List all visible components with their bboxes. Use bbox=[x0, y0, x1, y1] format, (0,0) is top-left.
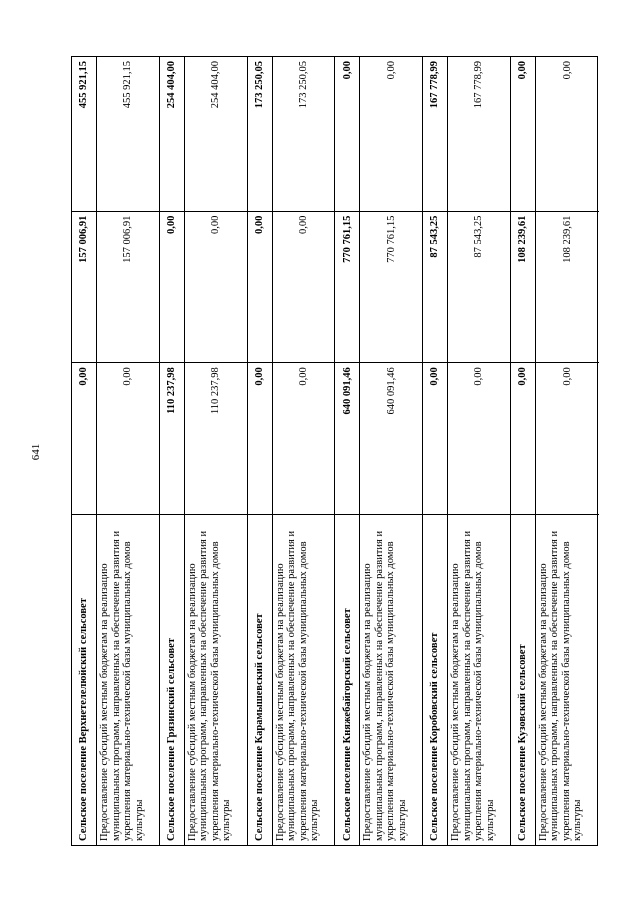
section-header-row bbox=[72, 57, 97, 845]
section-total-2: 108 239,61 bbox=[511, 211, 535, 363]
detail-value-1: 110 237,98 bbox=[185, 362, 247, 514]
detail-value-2: 0,00 bbox=[185, 211, 247, 363]
section-total-3: 0,00 bbox=[517, 61, 529, 80]
section-name: Сельское поселение Верхнетелелюйский сельсовет bbox=[72, 514, 96, 845]
detail-text: Предоставление субсидий местным бюджетам на реализацию муниципальных программ, направленных на обеспечение развития и укрепления материально-технической базы муниципальных домов культуры bbox=[536, 514, 599, 845]
section-total-1: 0,00 bbox=[511, 362, 535, 514]
section-total-3: 0,00 bbox=[341, 61, 353, 80]
section-header-row bbox=[248, 57, 273, 845]
section-total-1: 0,00 bbox=[248, 362, 272, 514]
detail-text: Предоставление субсидий местным бюджетам на реализацию муниципальных программ, направленных на обеспечение развития и укрепления материально-технической базы муниципальных домов культуры bbox=[185, 514, 247, 845]
detail-value-2: 770 761,15 bbox=[360, 211, 422, 363]
detail-value-3: 173 250,05 bbox=[297, 61, 309, 109]
section-total-1: 110 237,98 bbox=[160, 362, 184, 514]
detail-value-1: 0,00 bbox=[536, 362, 599, 514]
section-header-row bbox=[335, 57, 360, 845]
detail-text: Предоставление субсидий местным бюджетам на реализацию муниципальных программ, направленных на обеспечение развития и укрепления материально-технической базы муниципальных домов культуры bbox=[448, 514, 510, 845]
detail-row bbox=[97, 57, 160, 845]
section-total-3: 173 250,05 bbox=[253, 61, 265, 109]
detail-value-3: 254 404,00 bbox=[209, 61, 221, 109]
section-total-3: 455 921,15 bbox=[78, 61, 90, 109]
page-number: 641 bbox=[30, 443, 42, 461]
section-name: Сельское поселение Грязинский сельсовет bbox=[160, 514, 184, 845]
section-total-2: 0,00 bbox=[160, 211, 184, 363]
detail-value-2: 87 543,25 bbox=[448, 211, 510, 363]
section-total-1: 640 091,46 bbox=[335, 362, 359, 514]
detail-row bbox=[360, 57, 423, 845]
section-total-2: 157 006,91 bbox=[72, 211, 96, 363]
detail-row bbox=[185, 57, 248, 845]
section-name: Сельское поселение Карамышевский сельсовет bbox=[248, 514, 272, 845]
section-total-3: 254 404,00 bbox=[166, 61, 178, 109]
section-name: Сельское поселение Княжебайгорский сельсовет bbox=[335, 514, 359, 845]
detail-row bbox=[448, 57, 511, 845]
subsidy-table bbox=[71, 56, 598, 846]
detail-value-3: 455 921,15 bbox=[122, 61, 134, 109]
section-total-1: 0,00 bbox=[72, 362, 96, 514]
detail-value-2: 0,00 bbox=[273, 211, 335, 363]
section-header-row bbox=[160, 57, 185, 845]
section-header-row bbox=[423, 57, 448, 845]
section-total-3: 167 778,99 bbox=[429, 61, 441, 109]
section-name: Сельское поселение Коробовский сельсовет bbox=[423, 514, 447, 845]
detail-text: Предоставление субсидий местным бюджетам на реализацию муниципальных программ, направленных на обеспечение развития и укрепления материально-технической базы муниципальных домов культуры bbox=[360, 514, 422, 845]
section-total-2: 0,00 bbox=[248, 211, 272, 363]
section-total-1: 0,00 bbox=[423, 362, 447, 514]
detail-row bbox=[536, 57, 599, 845]
detail-value-3: 167 778,99 bbox=[473, 61, 485, 109]
detail-value-1: 0,00 bbox=[97, 362, 159, 514]
section-total-2: 770 761,15 bbox=[335, 211, 359, 363]
detail-value-3: 0,00 bbox=[385, 61, 397, 80]
section-name: Сельское поселение Кузовский сельсовет bbox=[511, 514, 535, 845]
detail-value-1: 640 091,46 bbox=[360, 362, 422, 514]
detail-value-1: 0,00 bbox=[448, 362, 510, 514]
section-header-row bbox=[511, 57, 536, 845]
detail-value-1: 0,00 bbox=[273, 362, 335, 514]
detail-value-2: 157 006,91 bbox=[97, 211, 159, 363]
detail-value-2: 108 239,61 bbox=[536, 211, 599, 363]
rotated-table-area bbox=[71, 56, 598, 846]
detail-text: Предоставление субсидий местным бюджетам на реализацию муниципальных программ, направленных на обеспечение развития и укрепления материально-технической базы муниципальных домов культуры bbox=[97, 514, 159, 845]
detail-text: Предоставление субсидий местным бюджетам на реализацию муниципальных программ, направленных на обеспечение развития и укрепления материально-технической базы муниципальных домов культуры bbox=[273, 514, 335, 845]
detail-value-3: 0,00 bbox=[561, 61, 573, 80]
detail-row bbox=[273, 57, 336, 845]
section-total-2: 87 543,25 bbox=[423, 211, 447, 363]
